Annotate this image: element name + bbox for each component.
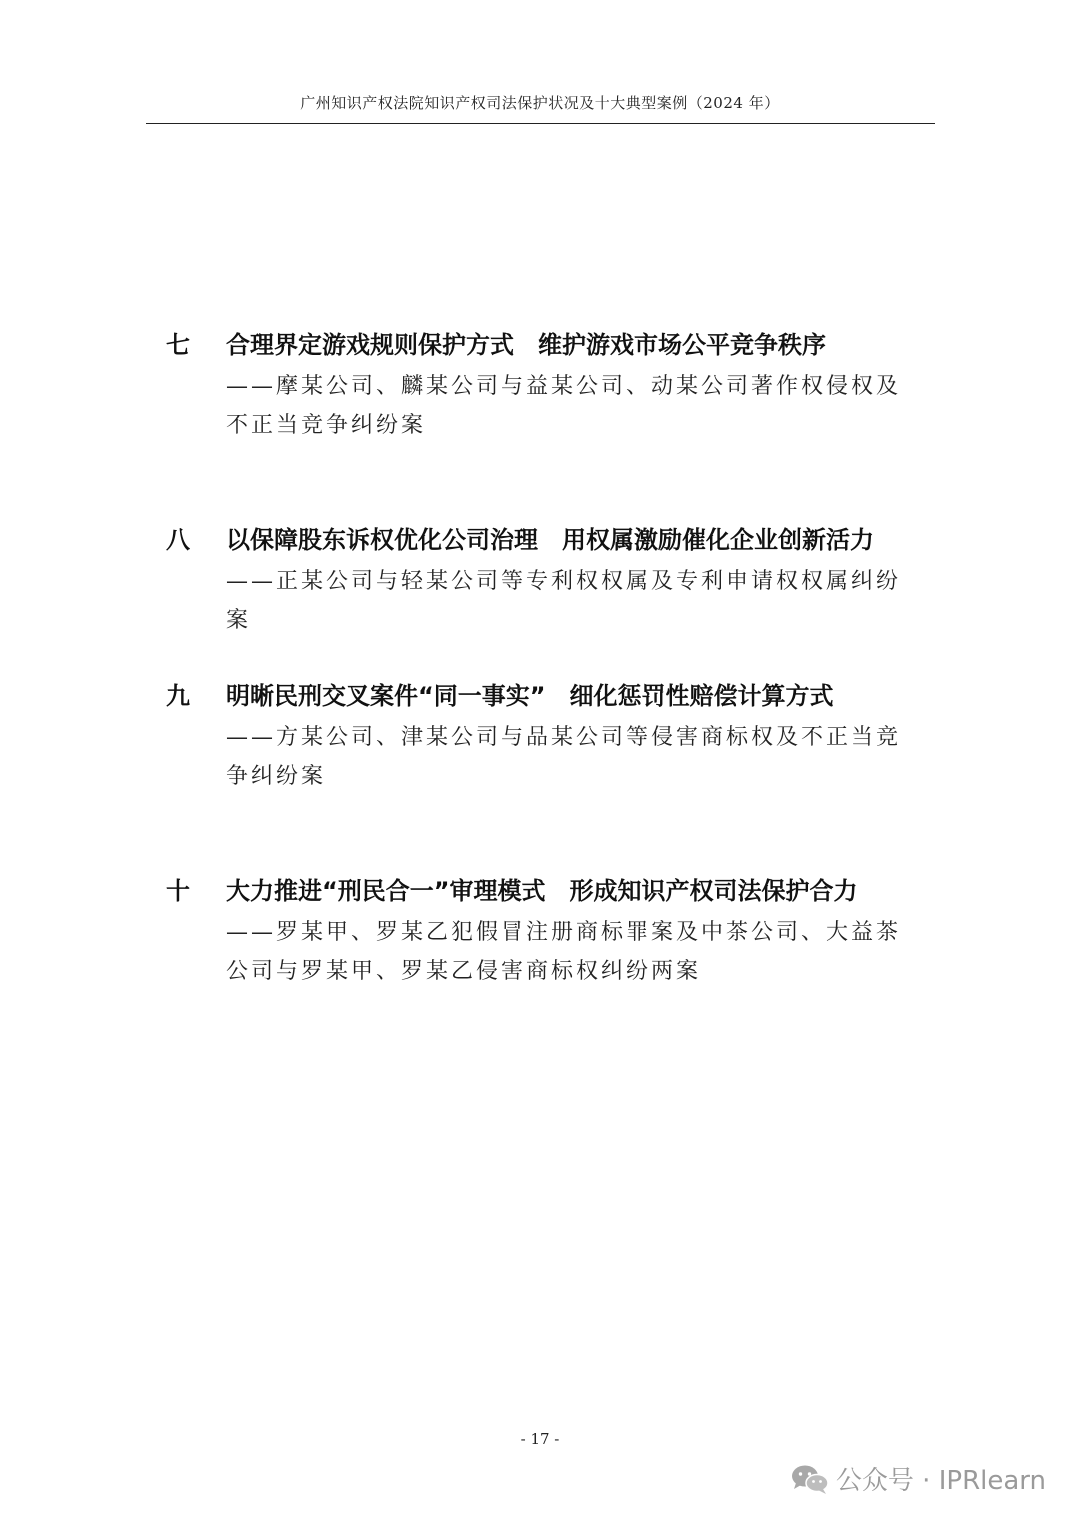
wechat-icon bbox=[790, 1463, 830, 1495]
case-item-8 bbox=[166, 524, 926, 640]
watermark bbox=[790, 1460, 1046, 1497]
case-title: 以保障股东诉权优化公司治理 用权属激励催化企业创新活力 bbox=[226, 526, 874, 554]
case-subtitle: ——罗某甲、罗某乙犯假冒注册商标罪案及中茶公司、大益茶公司与罗某甲、罗某乙侵害商标权纠纷两案 bbox=[226, 920, 902, 984]
case-title: 大力推进“刑民合一”审理模式 形成知识产权司法保护合力 bbox=[226, 877, 858, 905]
case-item-9 bbox=[166, 680, 926, 796]
case-subtitle: ——方某公司、津某公司与品某公司等侵害商标权及不正当竞争纠纷案 bbox=[226, 725, 902, 789]
case-number: 十 bbox=[166, 877, 190, 905]
case-number: 九 bbox=[166, 682, 190, 710]
page-number: - 17 - bbox=[520, 1430, 560, 1448]
running-header: 广州知识产权法院知识产权司法保护状况及十大典型案例（2024 年） bbox=[300, 94, 780, 112]
case-subtitle: ——正某公司与轻某公司等专利权权属及专利申请权权属纠纷案 bbox=[226, 569, 902, 633]
case-item-10 bbox=[166, 875, 926, 991]
case-title: 明晰民刑交叉案件“同一事实” 细化惩罚性赔偿计算方式 bbox=[226, 682, 834, 710]
case-subtitle: ——摩某公司、麟某公司与益某公司、动某公司著作权侵权及不正当竞争纠纷案 bbox=[226, 374, 902, 438]
case-item-7 bbox=[166, 329, 926, 445]
watermark-text: 公众号 · IPRlearn bbox=[835, 1466, 1046, 1496]
case-number: 七 bbox=[166, 331, 190, 359]
case-title: 合理界定游戏规则保护方式 维护游戏市场公平竞争秩序 bbox=[226, 331, 826, 359]
case-number: 八 bbox=[166, 526, 190, 554]
header-divider bbox=[146, 123, 935, 124]
